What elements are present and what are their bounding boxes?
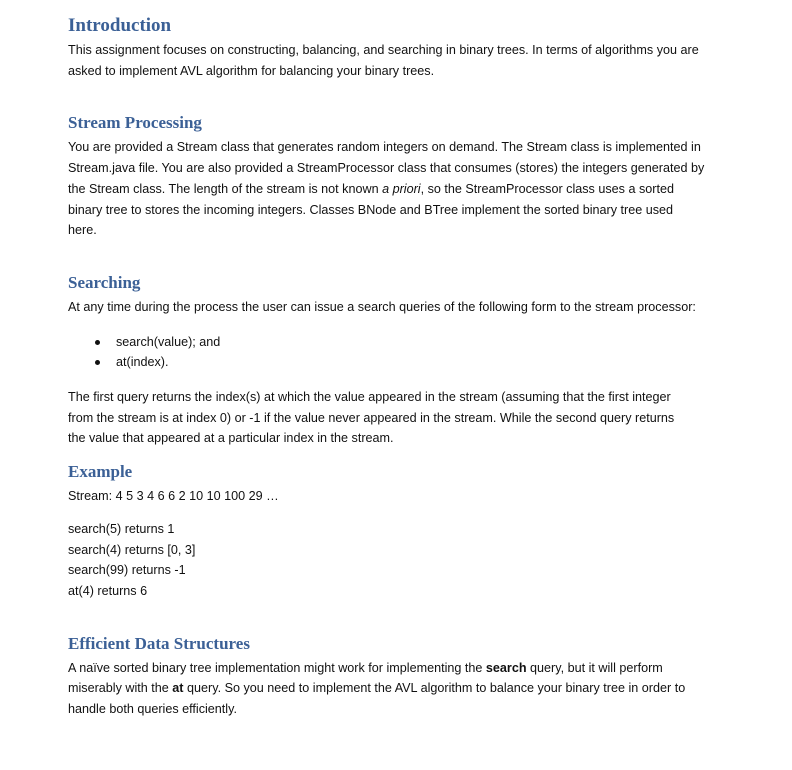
bullet-icon bbox=[95, 340, 100, 345]
heading-example: Example bbox=[68, 462, 133, 482]
text-line bbox=[68, 658, 758, 679]
bullet-icon bbox=[95, 360, 100, 365]
text-line: This assignment focuses on constructing, balancing, and searching in binary trees. In terms of algorithms you are bbox=[68, 43, 699, 57]
list-item bbox=[68, 332, 758, 353]
heading-efficient-data-structures: Efficient Data Structures bbox=[68, 633, 250, 653]
text-line: handle both queries efficiently. bbox=[68, 702, 237, 717]
text-segment: , so the StreamProcessor class uses a sorted bbox=[420, 181, 674, 196]
paragraph-introduction bbox=[68, 40, 758, 81]
text-bold: at bbox=[172, 681, 184, 696]
text-segment: the Stream class. The length of the stream is not known bbox=[68, 181, 383, 196]
heading-stream-processing: Stream Processing bbox=[68, 113, 202, 133]
heading-introduction: Introduction bbox=[68, 15, 172, 36]
example-results bbox=[68, 519, 758, 602]
document-page bbox=[68, 14, 758, 720]
text-line: asked to implement AVL algorithm for balancing your binary trees. bbox=[68, 63, 435, 78]
list-item bbox=[68, 352, 758, 373]
query-list bbox=[68, 332, 758, 373]
text-line: here. bbox=[68, 223, 97, 238]
list-item-text: at(index). bbox=[116, 355, 169, 370]
heading-searching: Searching bbox=[68, 272, 141, 292]
example-stream: Stream: 4 5 3 4 6 6 2 10 10 100 29 … bbox=[68, 489, 279, 504]
searching-intro: At any time during the process the user can issue a search queries of the following form to the stream processor: bbox=[68, 299, 696, 314]
text-line bbox=[68, 678, 758, 699]
text-segment: A naïve sorted binary tree implementation might work for implementing the bbox=[68, 660, 486, 675]
text-line: from the stream is at index 0) or -1 if the value never appeared in the stream. While the second query returns bbox=[68, 410, 675, 425]
text-segment: query. So you need to implement the AVL algorithm to balance your binary tree in order to bbox=[183, 681, 686, 696]
text-line: You are provided a Stream class that generates random integers on demand. The Stream class is implemented in bbox=[68, 140, 701, 155]
text-bold: search bbox=[485, 660, 527, 675]
example-result-line: at(4) returns 6 bbox=[68, 583, 148, 598]
text-segment: miserably with the bbox=[68, 681, 173, 696]
example-result-line: search(5) returns 1 bbox=[68, 521, 175, 536]
text-segment: query, but it will perform bbox=[526, 660, 663, 675]
paragraph-stream-processing bbox=[68, 137, 758, 241]
text-line: the value that appeared at a particular index in the stream. bbox=[68, 431, 394, 446]
text-line: binary tree to stores the incoming integers. Classes BNode and BTree implement the sorted binary tree used bbox=[68, 202, 674, 217]
list-item-text: search(value); and bbox=[116, 334, 221, 349]
example-result-line: search(99) returns -1 bbox=[68, 563, 186, 578]
text-line: The first query returns the index(s) at which the value appeared in the stream (assuming that the first integer bbox=[68, 390, 671, 405]
text-line: Stream.java file. You are also provided a StreamProcessor class that consumes (stores) the integers generated by bbox=[68, 161, 705, 176]
paragraph-efficient bbox=[68, 658, 758, 720]
text-line bbox=[68, 179, 758, 200]
text-emphasis: a priori bbox=[382, 181, 421, 196]
example-result-line: search(4) returns [0, 3] bbox=[68, 542, 196, 557]
paragraph-searching bbox=[68, 387, 758, 449]
